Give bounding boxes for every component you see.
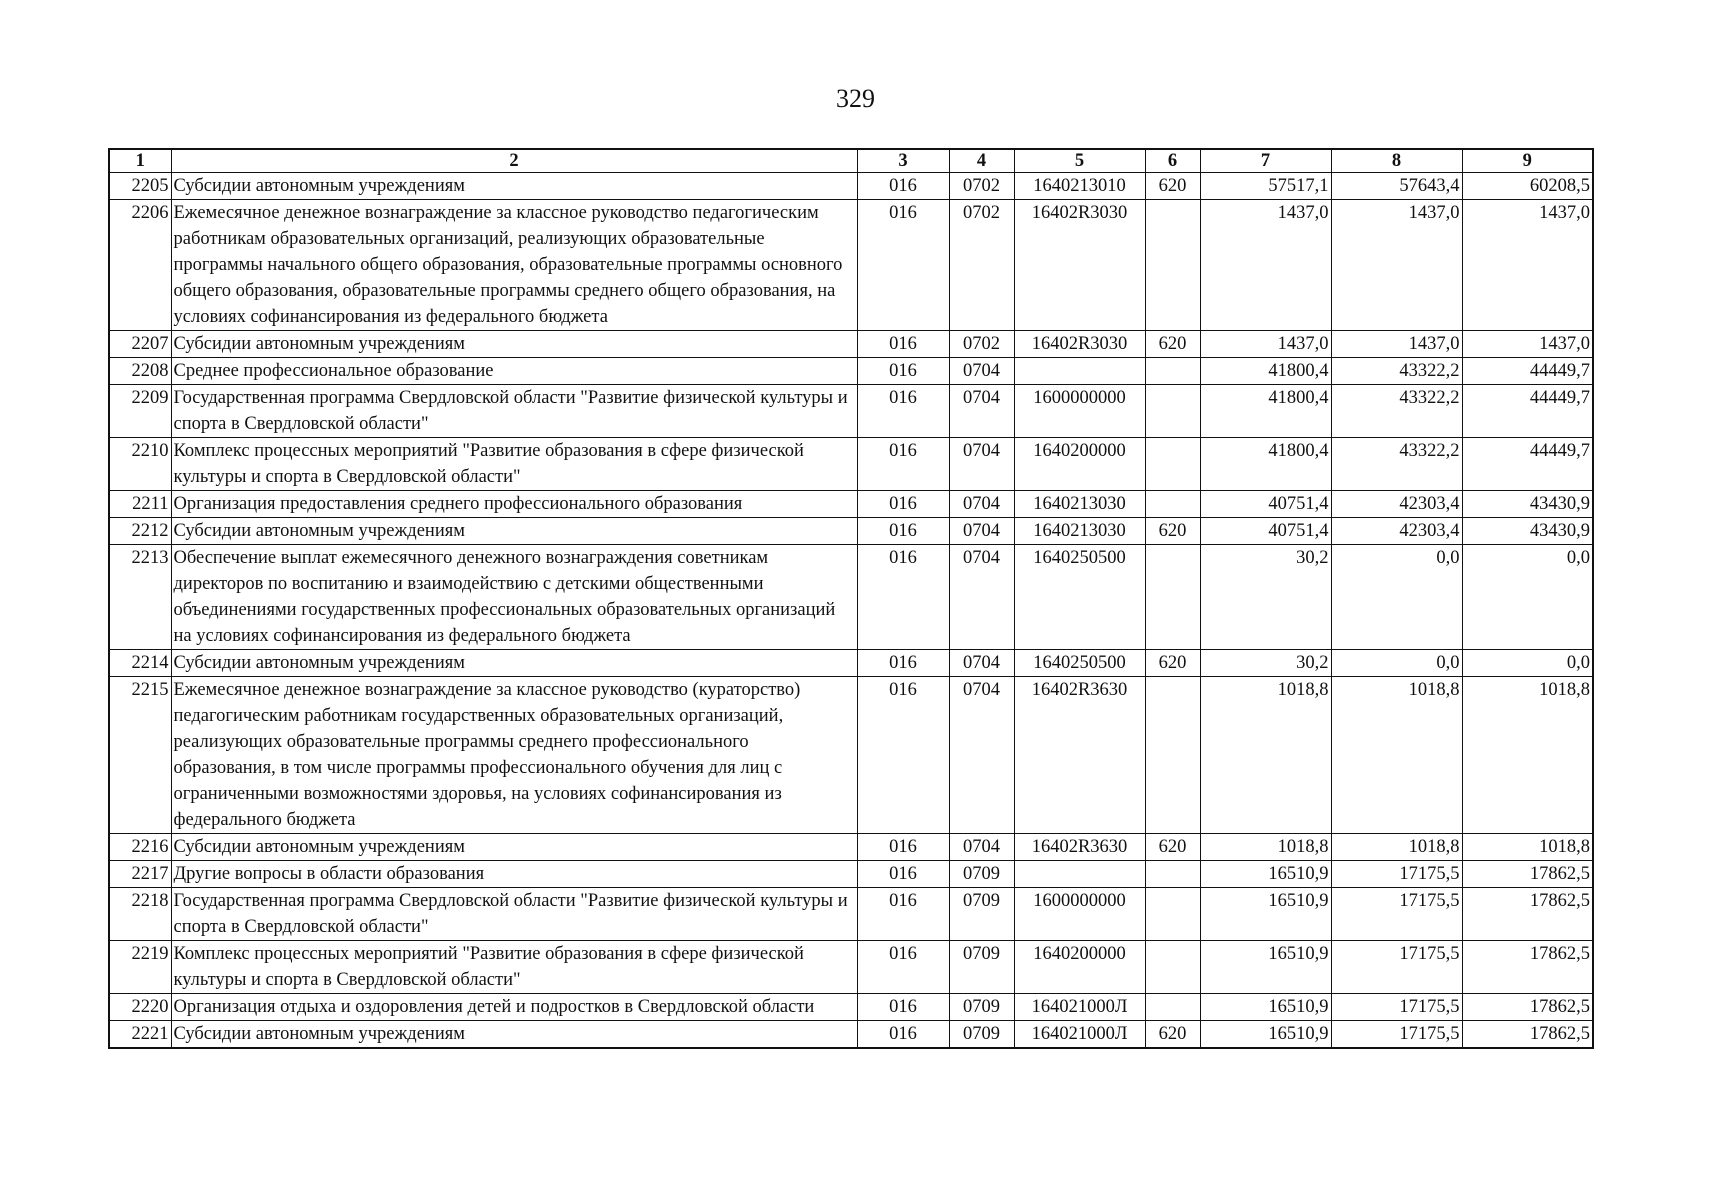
amount-year-2: 1018,8 [1331, 834, 1462, 861]
code-ministry: 016 [857, 200, 949, 331]
code-expense-type [1145, 861, 1200, 888]
row-number: 2213 [109, 545, 171, 650]
code-section: 0704 [949, 358, 1014, 385]
table-row [109, 1021, 1593, 1049]
code-expense-type [1145, 358, 1200, 385]
code-ministry: 016 [857, 888, 949, 941]
amount-year-1: 16510,9 [1200, 994, 1331, 1021]
row-number: 2205 [109, 173, 171, 200]
table-row [109, 438, 1593, 491]
code-ministry: 016 [857, 677, 949, 834]
table-row [109, 650, 1593, 677]
budget-table [108, 148, 1594, 1049]
code-ministry: 016 [857, 358, 949, 385]
code-target: 164021000Л [1014, 1021, 1145, 1049]
code-target: 164021000Л [1014, 994, 1145, 1021]
amount-year-3: 0,0 [1462, 545, 1593, 650]
amount-year-2: 43322,2 [1331, 438, 1462, 491]
amount-year-3: 17862,5 [1462, 861, 1593, 888]
code-target: 16402R3030 [1014, 200, 1145, 331]
code-ministry: 016 [857, 994, 949, 1021]
amount-year-1: 57517,1 [1200, 173, 1331, 200]
amount-year-3: 17862,5 [1462, 941, 1593, 994]
amount-year-2: 1018,8 [1331, 677, 1462, 834]
code-target: 1640213010 [1014, 173, 1145, 200]
table-body [109, 173, 1593, 1049]
table-row [109, 861, 1593, 888]
row-number: 2208 [109, 358, 171, 385]
column-header-8: 8 [1331, 149, 1462, 173]
code-section: 0704 [949, 438, 1014, 491]
code-ministry: 016 [857, 518, 949, 545]
row-name: Комплекс процессных мероприятий "Развитие образования в сфере физической культуры и спорта в Свердловской области" [171, 438, 857, 491]
amount-year-2: 42303,4 [1331, 491, 1462, 518]
column-header-4: 4 [949, 149, 1014, 173]
code-ministry: 016 [857, 173, 949, 200]
table-row [109, 358, 1593, 385]
amount-year-3: 17862,5 [1462, 994, 1593, 1021]
column-header-6: 6 [1145, 149, 1200, 173]
amount-year-1: 1437,0 [1200, 200, 1331, 331]
code-target: 1640213030 [1014, 518, 1145, 545]
amount-year-1: 1018,8 [1200, 834, 1331, 861]
code-expense-type [1145, 491, 1200, 518]
amount-year-3: 43430,9 [1462, 518, 1593, 545]
row-name: Субсидии автономным учреждениям [171, 331, 857, 358]
table-row [109, 331, 1593, 358]
code-ministry: 016 [857, 1021, 949, 1049]
row-number: 2215 [109, 677, 171, 834]
table-row [109, 834, 1593, 861]
column-header-3: 3 [857, 149, 949, 173]
code-section: 0709 [949, 861, 1014, 888]
amount-year-3: 17862,5 [1462, 888, 1593, 941]
code-expense-type: 620 [1145, 834, 1200, 861]
code-section: 0704 [949, 518, 1014, 545]
amount-year-2: 43322,2 [1331, 385, 1462, 438]
amount-year-1: 30,2 [1200, 650, 1331, 677]
code-ministry: 016 [857, 385, 949, 438]
code-expense-type: 620 [1145, 518, 1200, 545]
amount-year-1: 1018,8 [1200, 677, 1331, 834]
row-name: Ежемесячное денежное вознаграждение за классное руководство (кураторство) педагогическим работникам государственных образовательных организаций, реализующих образовательные программы среднего профессионального образования, в том числе программы профессионального обучения для лиц с ограниченными возможностями здоровья, на условиях софинансирования из федерального бюджета [171, 677, 857, 834]
table-row [109, 545, 1593, 650]
row-number: 2211 [109, 491, 171, 518]
code-ministry: 016 [857, 861, 949, 888]
code-ministry: 016 [857, 650, 949, 677]
code-section: 0709 [949, 941, 1014, 994]
code-section: 0704 [949, 385, 1014, 438]
amount-year-2: 42303,4 [1331, 518, 1462, 545]
row-number: 2217 [109, 861, 171, 888]
code-ministry: 016 [857, 941, 949, 994]
amount-year-2: 1437,0 [1331, 200, 1462, 331]
row-name: Субсидии автономным учреждениям [171, 650, 857, 677]
row-name: Субсидии автономным учреждениям [171, 1021, 857, 1049]
table-row [109, 518, 1593, 545]
code-section: 0702 [949, 331, 1014, 358]
row-name: Субсидии автономным учреждениям [171, 834, 857, 861]
code-section: 0704 [949, 677, 1014, 834]
amount-year-2: 17175,5 [1331, 994, 1462, 1021]
code-expense-type [1145, 941, 1200, 994]
row-number: 2209 [109, 385, 171, 438]
code-section: 0709 [949, 1021, 1014, 1049]
row-number: 2219 [109, 941, 171, 994]
row-number: 2214 [109, 650, 171, 677]
amount-year-2: 17175,5 [1331, 888, 1462, 941]
row-number: 2218 [109, 888, 171, 941]
row-name: Субсидии автономным учреждениям [171, 518, 857, 545]
code-ministry: 016 [857, 834, 949, 861]
amount-year-1: 16510,9 [1200, 941, 1331, 994]
amount-year-2: 17175,5 [1331, 861, 1462, 888]
code-ministry: 016 [857, 545, 949, 650]
amount-year-2: 57643,4 [1331, 173, 1462, 200]
amount-year-2: 0,0 [1331, 650, 1462, 677]
code-expense-type [1145, 385, 1200, 438]
page-number: 329 [836, 84, 875, 113]
column-header-2: 2 [171, 149, 857, 173]
row-number: 2220 [109, 994, 171, 1021]
code-target: 16402R3030 [1014, 331, 1145, 358]
code-target [1014, 861, 1145, 888]
code-section: 0704 [949, 491, 1014, 518]
table-row [109, 200, 1593, 331]
column-header-9: 9 [1462, 149, 1593, 173]
table-header [109, 149, 1593, 173]
code-expense-type [1145, 677, 1200, 834]
code-target [1014, 358, 1145, 385]
code-target: 1640200000 [1014, 438, 1145, 491]
code-section: 0709 [949, 994, 1014, 1021]
amount-year-2: 43322,2 [1331, 358, 1462, 385]
amount-year-2: 0,0 [1331, 545, 1462, 650]
code-expense-type [1145, 994, 1200, 1021]
table-row [109, 491, 1593, 518]
code-target: 16402R3630 [1014, 834, 1145, 861]
amount-year-3: 44449,7 [1462, 385, 1593, 438]
column-header-7: 7 [1200, 149, 1331, 173]
code-target: 1640250500 [1014, 650, 1145, 677]
code-section: 0702 [949, 200, 1014, 331]
row-name: Среднее профессиональное образование [171, 358, 857, 385]
amount-year-1: 1437,0 [1200, 331, 1331, 358]
amount-year-1: 16510,9 [1200, 1021, 1331, 1049]
code-section: 0704 [949, 650, 1014, 677]
code-target: 1640200000 [1014, 941, 1145, 994]
code-expense-type [1145, 438, 1200, 491]
row-name: Ежемесячное денежное вознаграждение за классное руководство педагогическим работникам образовательных организаций, реализующих образовательные программы начального общего образования, образовательные программы основного общего образования, образовательные программы среднего общего образования, на условиях софинансирования из федерального бюджета [171, 200, 857, 331]
code-target: 1600000000 [1014, 385, 1145, 438]
amount-year-1: 16510,9 [1200, 888, 1331, 941]
amount-year-3: 1018,8 [1462, 677, 1593, 834]
amount-year-2: 1437,0 [1331, 331, 1462, 358]
table-row [109, 385, 1593, 438]
table-row [109, 994, 1593, 1021]
amount-year-2: 17175,5 [1331, 941, 1462, 994]
row-number: 2207 [109, 331, 171, 358]
code-ministry: 016 [857, 491, 949, 518]
amount-year-3: 0,0 [1462, 650, 1593, 677]
column-header-1: 1 [109, 149, 171, 173]
row-name: Комплекс процессных мероприятий "Развитие образования в сфере физической культуры и спорта в Свердловской области" [171, 941, 857, 994]
amount-year-3: 1437,0 [1462, 331, 1593, 358]
amount-year-1: 16510,9 [1200, 861, 1331, 888]
code-target: 1600000000 [1014, 888, 1145, 941]
row-number: 2212 [109, 518, 171, 545]
amount-year-3: 1437,0 [1462, 200, 1593, 331]
row-name: Другие вопросы в области образования [171, 861, 857, 888]
amount-year-3: 43430,9 [1462, 491, 1593, 518]
code-target: 1640213030 [1014, 491, 1145, 518]
code-expense-type: 620 [1145, 1021, 1200, 1049]
amount-year-2: 17175,5 [1331, 1021, 1462, 1049]
amount-year-1: 41800,4 [1200, 385, 1331, 438]
amount-year-3: 1018,8 [1462, 834, 1593, 861]
code-target: 1640250500 [1014, 545, 1145, 650]
row-number: 2210 [109, 438, 171, 491]
code-expense-type: 620 [1145, 650, 1200, 677]
row-name: Субсидии автономным учреждениям [171, 173, 857, 200]
amount-year-1: 30,2 [1200, 545, 1331, 650]
amount-year-3: 60208,5 [1462, 173, 1593, 200]
row-number: 2221 [109, 1021, 171, 1049]
amount-year-1: 41800,4 [1200, 438, 1331, 491]
row-name: Государственная программа Свердловской области "Развитие физической культуры и спорта в Свердловской области" [171, 385, 857, 438]
row-number: 2206 [109, 200, 171, 331]
table-row [109, 941, 1593, 994]
column-header-5: 5 [1014, 149, 1145, 173]
row-name: Обеспечение выплат ежемесячного денежного вознаграждения советникам директоров по воспитанию и взаимодействию с детскими общественными объединениями государственных профессиональных образовательных организаций на условиях софинансирования из федерального бюджета [171, 545, 857, 650]
code-ministry: 016 [857, 438, 949, 491]
code-ministry: 016 [857, 331, 949, 358]
code-section: 0704 [949, 545, 1014, 650]
amount-year-1: 40751,4 [1200, 518, 1331, 545]
row-name: Организация отдыха и оздоровления детей и подростков в Свердловской области [171, 994, 857, 1021]
table-row [109, 677, 1593, 834]
code-expense-type [1145, 888, 1200, 941]
code-section: 0704 [949, 834, 1014, 861]
amount-year-3: 44449,7 [1462, 438, 1593, 491]
row-number: 2216 [109, 834, 171, 861]
row-name: Организация предоставления среднего профессионального образования [171, 491, 857, 518]
code-expense-type [1145, 545, 1200, 650]
code-expense-type: 620 [1145, 331, 1200, 358]
code-section: 0702 [949, 173, 1014, 200]
code-expense-type [1145, 200, 1200, 331]
amount-year-3: 44449,7 [1462, 358, 1593, 385]
table-row [109, 173, 1593, 200]
code-target: 16402R3630 [1014, 677, 1145, 834]
row-name: Государственная программа Свердловской области "Развитие физической культуры и спорта в Свердловской области" [171, 888, 857, 941]
amount-year-1: 41800,4 [1200, 358, 1331, 385]
header-row [109, 149, 1593, 173]
amount-year-1: 40751,4 [1200, 491, 1331, 518]
table-row [109, 888, 1593, 941]
code-section: 0709 [949, 888, 1014, 941]
code-expense-type: 620 [1145, 173, 1200, 200]
amount-year-3: 17862,5 [1462, 1021, 1593, 1049]
